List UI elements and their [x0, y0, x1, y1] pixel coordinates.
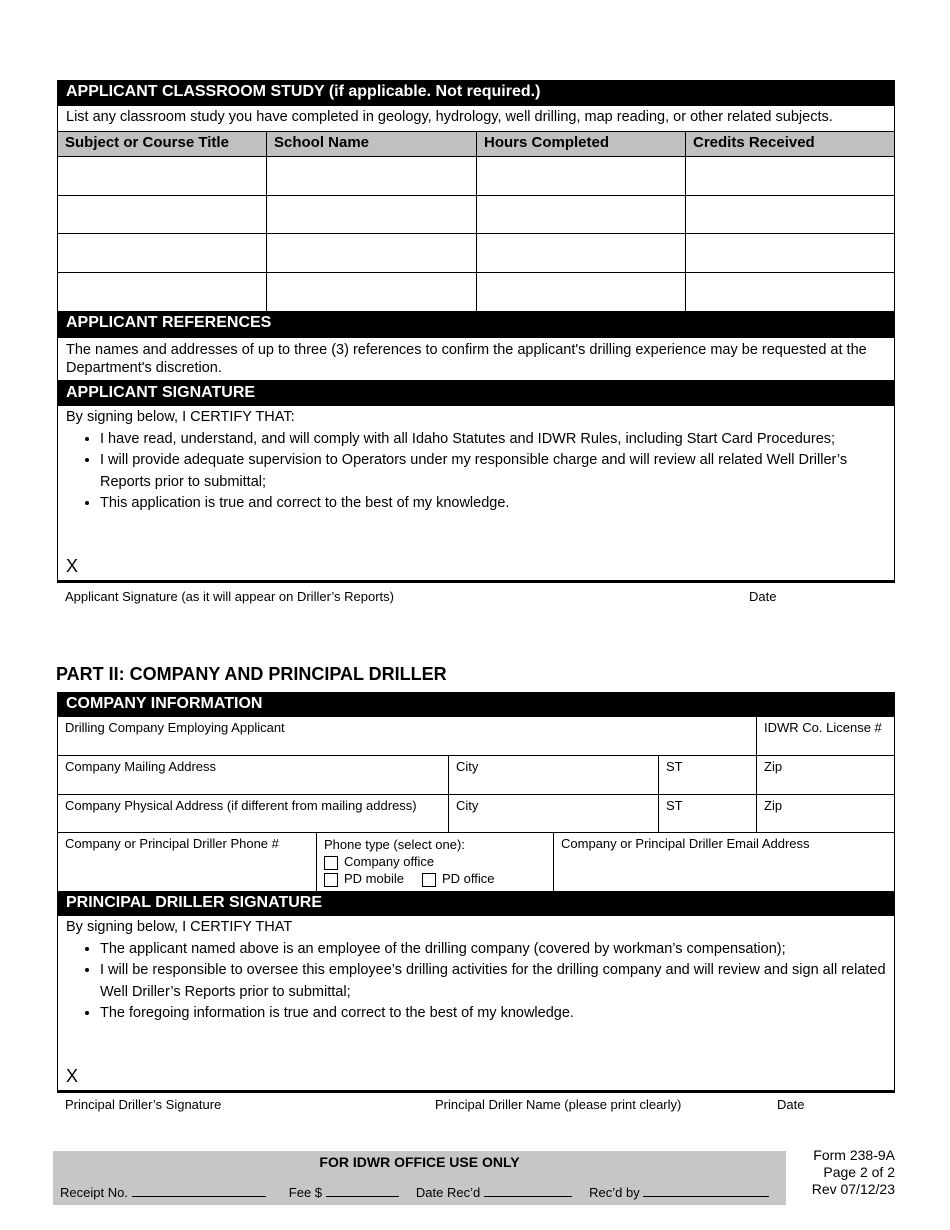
license-label: IDWR Co. License # — [764, 720, 882, 735]
pd-certify-intro: By signing below, I CERTIFY THAT — [66, 919, 293, 935]
pd-bullet: • I will be responsible to oversee this employee’s drilling activities for the drilling company and will review and sign all related Well Driller’s Reports prior to submittal; — [100, 960, 886, 1003]
references-title: APPLICANT REFERENCES — [57, 311, 895, 337]
office-use-box — [53, 1151, 786, 1205]
recd-by-input[interactable] — [643, 1196, 769, 1197]
col-subject: Subject or Course Title — [57, 131, 267, 157]
pd-bullet: • The foregoing information is true and correct to the best of my knowledge. — [100, 1003, 886, 1025]
phone-type-field — [316, 832, 554, 892]
physical-city-field[interactable] — [448, 794, 659, 833]
classroom-table — [57, 131, 895, 312]
table-cell[interactable] — [685, 233, 895, 273]
applicant-bullet: • I will provide adequate supervision to Operators under my responsible charge and will review all related Well Driller’s Reports prior to submittal; — [100, 450, 886, 493]
table-cell[interactable] — [685, 195, 895, 234]
drilling-company-label: Drilling Company Employing Applicant — [65, 720, 285, 735]
pd-office-checkbox[interactable] — [422, 873, 436, 887]
form-number: Form 238-9A — [813, 1147, 895, 1163]
part2-heading: PART II: COMPANY AND PRINCIPAL DRILLER — [56, 664, 447, 684]
form-footer — [812, 1147, 895, 1198]
table-cell[interactable] — [476, 272, 686, 312]
applicant-signature-box — [57, 405, 895, 583]
zip-label: Zip — [764, 759, 783, 774]
classroom-title: APPLICANT CLASSROOM STUDY (if applicable. Not required.) — [57, 80, 895, 105]
fee-input[interactable] — [326, 1196, 399, 1197]
physical-address-label: Company Physical Address (if different from mailing address) — [65, 798, 417, 813]
mailing-st-field[interactable] — [658, 755, 757, 795]
email-label: Company or Principal Driller Email Address — [561, 836, 810, 851]
physical-st-field[interactable] — [658, 794, 757, 833]
zip-label: Zip — [764, 798, 783, 813]
date-recd-label: Date Rec’d — [415, 1185, 481, 1200]
table-cell[interactable] — [685, 272, 895, 312]
references-text: The names and addresses of up to three (3) references to confirm the applicant's drilling experience may be requested at the Department's discretion. — [57, 337, 895, 381]
office-use-title: FOR IDWR OFFICE USE ONLY — [319, 1154, 520, 1170]
mailing-city-field[interactable] — [448, 755, 659, 795]
physical-zip-field[interactable] — [756, 794, 895, 833]
pd-mobile-checkbox[interactable] — [324, 873, 338, 887]
mailing-address-label: Company Mailing Address — [65, 759, 217, 774]
pd-office-label: PD office — [441, 871, 495, 886]
mailing-address-field[interactable] — [57, 755, 449, 795]
company-office-checkbox[interactable] — [324, 856, 338, 870]
applicant-x-mark: X — [66, 556, 79, 576]
classroom-instruction: List any classroom study you have completed in geology, hydrology, well drilling, map reading, or other related subjects. — [57, 105, 895, 132]
email-field[interactable] — [553, 832, 895, 892]
date-recd-input[interactable] — [484, 1196, 572, 1197]
physical-address-field[interactable] — [57, 794, 449, 833]
mailing-zip-field[interactable] — [756, 755, 895, 795]
table-cell[interactable] — [57, 233, 267, 273]
receipt-label: Receipt No. — [60, 1185, 128, 1200]
pd-name-label: Principal Driller Name (please print clearly) — [435, 1097, 682, 1112]
recd-by-label: Rec’d by — [589, 1185, 640, 1200]
st-label: ST — [666, 759, 683, 774]
pd-bullet: • The applicant named above is an employee of the drilling company (covered by workman’s compensation); — [100, 939, 886, 961]
table-cell[interactable] — [476, 195, 686, 234]
company-form — [57, 716, 895, 892]
drilling-company-field[interactable] — [57, 716, 757, 756]
st-label: ST — [666, 798, 683, 813]
pd-x-mark: X — [66, 1066, 79, 1086]
pd-signature-line[interactable] — [88, 1064, 888, 1088]
phone-label: Company or Principal Driller Phone # — [65, 836, 279, 851]
phone-field[interactable] — [57, 832, 317, 892]
pd-mobile-label: PD mobile — [344, 871, 404, 886]
col-hours: Hours Completed — [476, 131, 686, 157]
company-title: COMPANY INFORMATION — [57, 692, 895, 717]
fee-label: Fee $ — [288, 1185, 323, 1200]
applicant-signature-label: Applicant Signature (as it will appear on Driller’s Reports) — [65, 589, 394, 604]
table-cell[interactable] — [266, 272, 477, 312]
col-school: School Name — [266, 131, 477, 157]
table-cell[interactable] — [57, 195, 267, 234]
table-cell[interactable] — [57, 272, 267, 312]
office-use-fields — [60, 1185, 769, 1200]
phone-type-label: Phone type (select one): — [324, 837, 465, 852]
table-cell[interactable] — [266, 156, 477, 196]
city-label: City — [456, 759, 479, 774]
revision-date: Rev 07/12/23 — [811, 1181, 895, 1197]
applicant-bullet: • I have read, understand, and will comply with all Idaho Statutes and IDWR Rules, including Start Card Procedures; — [100, 429, 886, 451]
applicant-bullet: • This application is true and correct to the best of my knowledge. — [100, 493, 886, 515]
applicant-certify-intro: By signing below, I CERTIFY THAT: — [66, 409, 295, 425]
applicant-signature-line[interactable] — [88, 554, 888, 578]
license-field[interactable] — [756, 716, 895, 756]
company-office-label: Company office — [344, 854, 435, 869]
table-cell[interactable] — [266, 233, 477, 273]
pd-signature-label: Principal Driller’s Signature — [65, 1097, 222, 1112]
applicant-signature-title: APPLICANT SIGNATURE — [57, 381, 895, 405]
receipt-input[interactable] — [132, 1196, 266, 1197]
table-cell[interactable] — [476, 233, 686, 273]
table-cell[interactable] — [57, 156, 267, 196]
city-label: City — [456, 798, 479, 813]
pd-signature-title: PRINCIPAL DRILLER SIGNATURE — [57, 891, 895, 915]
page-number: Page 2 of 2 — [823, 1164, 895, 1180]
table-cell[interactable] — [476, 156, 686, 196]
table-cell[interactable] — [266, 195, 477, 234]
col-credits: Credits Received — [685, 131, 895, 157]
pd-signature-box — [57, 915, 895, 1093]
pd-date-label: Date — [777, 1097, 805, 1112]
applicant-date-label: Date — [749, 589, 777, 604]
table-cell[interactable] — [685, 156, 895, 196]
